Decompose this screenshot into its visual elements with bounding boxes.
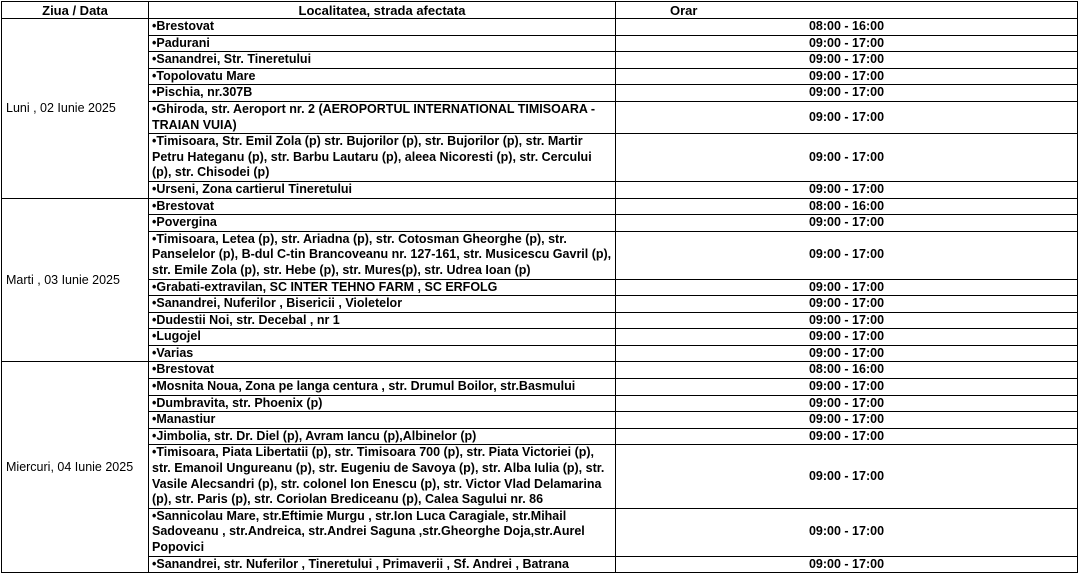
location-cell: •Grabati-extravilan, SC INTER TEHNO FARM , SC ERFOLG — [149, 279, 616, 296]
table-row — [2, 395, 1078, 412]
table-row — [2, 85, 1078, 102]
table-row — [2, 428, 1078, 445]
location-cell: •Sanandrei, Str. Tineretului — [149, 52, 616, 69]
location-cell: •Dudestii Noi, str. Decebal , nr 1 — [149, 312, 616, 329]
location-cell: •Pischia, nr.307B — [149, 85, 616, 102]
header-row — [2, 2, 1078, 19]
schedule-cell: 09:00 - 17:00 — [616, 508, 1078, 556]
schedule-cell: 09:00 - 17:00 — [616, 35, 1078, 52]
schedule-cell: 09:00 - 17:00 — [616, 556, 1078, 573]
location-cell: •Timisoara, Str. Emil Zola (p) str. Bujorilor (p), str. Bujorilor (p), str. Martir Petru Hateganu (p), str. Barbu Lautaru (p), aleea Nicoresti (p), str. Cercului (p), str. Chisodei (p) — [149, 134, 616, 182]
schedule-cell: 09:00 - 17:00 — [616, 231, 1078, 279]
table-row — [2, 296, 1078, 313]
location-cell: •Jimbolia, str. Dr. Diel (p), Avram Iancu (p),Albinelor (p) — [149, 428, 616, 445]
table-row — [2, 312, 1078, 329]
location-cell: •Urseni, Zona cartierul Tineretului — [149, 181, 616, 198]
table-row — [2, 231, 1078, 279]
table-row — [2, 345, 1078, 362]
header-day: Ziua / Data — [2, 2, 149, 19]
schedule-cell: 09:00 - 17:00 — [616, 428, 1078, 445]
schedule-cell: 08:00 - 16:00 — [616, 362, 1078, 379]
day-cell: Luni , 02 Iunie 2025 — [2, 19, 149, 199]
schedule-cell: 09:00 - 17:00 — [616, 85, 1078, 102]
schedule-cell: 08:00 - 16:00 — [616, 19, 1078, 36]
schedule-cell: 09:00 - 17:00 — [616, 296, 1078, 313]
table-row — [2, 68, 1078, 85]
location-cell: •Timisoara, Letea (p), str. Ariadna (p), str. Cotosman Gheorghe (p), str. Panselelor (p), B-dul C-tin Brancoveanu nr. 127-161, str. Musicescu Gavril (p), str. Emile Zola (p), str. Hebe (p), str. Mures(p), str. Udrea Ioan (p) — [149, 231, 616, 279]
schedule-cell: 09:00 - 17:00 — [616, 412, 1078, 429]
table-row — [2, 412, 1078, 429]
table-body — [2, 19, 1078, 573]
table-row — [2, 556, 1078, 573]
location-cell: •Manastiur — [149, 412, 616, 429]
table-row — [2, 329, 1078, 346]
schedule-cell: 09:00 - 17:00 — [616, 329, 1078, 346]
location-cell: •Ghiroda, str. Aeroport nr. 2 (AEROPORTUL INTERNATIONAL TIMISOARA - TRAIAN VUIA) — [149, 101, 616, 133]
location-cell: •Brestovat — [149, 19, 616, 36]
table-row — [2, 19, 1078, 36]
location-cell: •Dumbravita, str. Phoenix (p) — [149, 395, 616, 412]
schedule-cell: 09:00 - 17:00 — [616, 279, 1078, 296]
location-cell: •Brestovat — [149, 362, 616, 379]
location-cell: •Sanandrei, str. Nuferilor , Tineretului , Primaverii , Sf. Andrei , Batrana — [149, 556, 616, 573]
schedule-cell: 09:00 - 17:00 — [616, 395, 1078, 412]
location-cell: •Lugojel — [149, 329, 616, 346]
table-row — [2, 52, 1078, 69]
table-row — [2, 508, 1078, 556]
schedule-cell: 09:00 - 17:00 — [616, 215, 1078, 232]
table-row — [2, 362, 1078, 379]
schedule-cell: 09:00 - 17:00 — [616, 445, 1078, 508]
outage-schedule-table — [1, 1, 1078, 573]
schedule-cell: 09:00 - 17:00 — [616, 312, 1078, 329]
table-row — [2, 101, 1078, 133]
location-cell: •Timisoara, Piata Libertatii (p), str. Timisoara 700 (p), str. Piata Victoriei (p), str. Emanoil Ungureanu (p), str. Eugeniu de Savoya (p), str. Alba Iulia (p), str. Vasile Alecsandri (p), str. colonel Ion Enescu (p), str. Victor Vlad Delamarina (p), str. Paris (p), str. Coriolan Brediceanu (p), Calea Sagului nr. 86 — [149, 445, 616, 508]
table-row — [2, 35, 1078, 52]
location-cell: •Povergina — [149, 215, 616, 232]
day-cell: Miercuri, 04 Iunie 2025 — [2, 362, 149, 573]
table-row — [2, 215, 1078, 232]
location-cell: •Sannicolau Mare, str.Eftimie Murgu , str.Ion Luca Caragiale, str.Mihail Sadoveanu , str.Andreica, str.Andrei Saguna ,str.Gheorghe Doja,str.Aurel Popovici — [149, 508, 616, 556]
table-row — [2, 181, 1078, 198]
schedule-cell: 08:00 - 16:00 — [616, 198, 1078, 215]
schedule-cell: 09:00 - 17:00 — [616, 101, 1078, 133]
schedule-cell: 09:00 - 17:00 — [616, 68, 1078, 85]
schedule-cell: 09:00 - 17:00 — [616, 379, 1078, 396]
header-location: Localitatea, strada afectata — [149, 2, 616, 19]
table-row — [2, 198, 1078, 215]
location-cell: •Mosnita Noua, Zona pe langa centura , str. Drumul Boilor, str.Basmului — [149, 379, 616, 396]
header-schedule: Orar — [616, 2, 1078, 19]
location-cell: •Brestovat — [149, 198, 616, 215]
schedule-cell: 09:00 - 17:00 — [616, 52, 1078, 69]
table-row — [2, 445, 1078, 508]
table-row — [2, 279, 1078, 296]
table-row — [2, 379, 1078, 396]
location-cell: •Varias — [149, 345, 616, 362]
location-cell: •Sanandrei, Nuferilor , Bisericii , Violetelor — [149, 296, 616, 313]
schedule-cell: 09:00 - 17:00 — [616, 181, 1078, 198]
schedule-cell: 09:00 - 17:00 — [616, 134, 1078, 182]
table-row — [2, 134, 1078, 182]
location-cell: •Topolovatu Mare — [149, 68, 616, 85]
day-cell: Marti , 03 Iunie 2025 — [2, 198, 149, 362]
location-cell: •Padurani — [149, 35, 616, 52]
schedule-cell: 09:00 - 17:00 — [616, 345, 1078, 362]
